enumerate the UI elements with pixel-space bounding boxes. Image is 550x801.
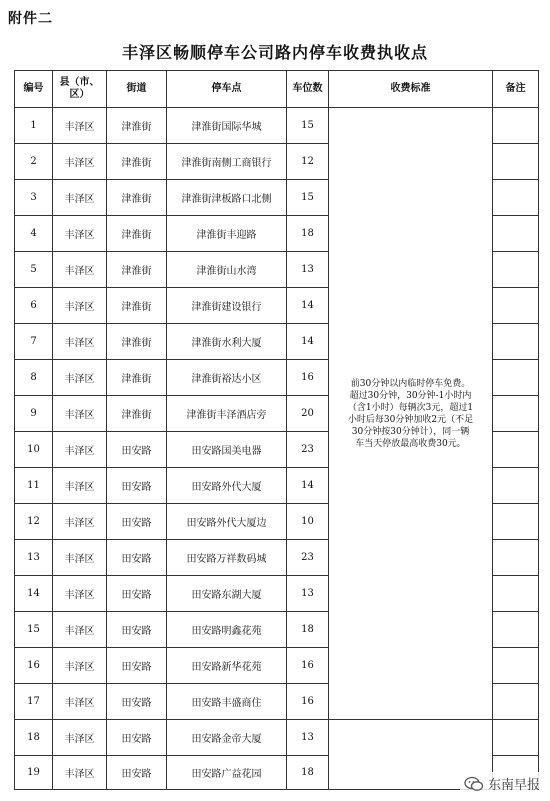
cell-spot: 津淮街裕达小区 [167,360,287,396]
cell-no: 1 [15,108,53,144]
cell-spaces: 10 [287,504,329,540]
cell-street: 田安路 [107,504,167,540]
cell-spot: 津淮街山水湾 [167,252,287,288]
cell-no: 19 [15,756,53,790]
cell-county: 丰泽区 [53,648,107,684]
cell-county: 丰泽区 [53,612,107,648]
cell-spaces: 16 [287,648,329,684]
fee-standard-line: 超过30分钟，30分钟-1小时内 [349,390,472,401]
cell-spaces: 23 [287,540,329,576]
cell-remarks [493,180,539,216]
cell-remarks [493,324,539,360]
cell-county: 丰泽区 [53,252,107,288]
cell-no: 12 [15,504,53,540]
cell-spaces: 14 [287,468,329,504]
cell-spot: 津淮街水利大厦 [167,324,287,360]
cell-street: 田安路 [107,612,167,648]
header-county: 县（市、区） [53,71,107,108]
cell-remarks [493,612,539,648]
cell-spaces: 18 [287,612,329,648]
fee-standard-line: （含1小时）每辆次3元，超过1 [347,402,474,413]
cell-county: 丰泽区 [53,720,107,756]
cell-county: 丰泽区 [53,144,107,180]
cell-spaces: 14 [287,324,329,360]
cell-spaces: 16 [287,684,329,720]
cell-spot: 津淮街建设银行 [167,288,287,324]
table-header-row [15,71,539,108]
cell-spot: 田安路丰盛商住 [167,684,287,720]
cell-spaces: 15 [287,180,329,216]
cell-no: 4 [15,216,53,252]
cell-remarks [493,396,539,432]
wechat-icon [464,776,484,792]
cell-no: 8 [15,360,53,396]
header-standard: 收费标准 [329,71,493,108]
cell-remarks [493,720,539,756]
cell-no: 9 [15,396,53,432]
cell-remarks [493,216,539,252]
cell-spaces: 18 [287,756,329,790]
cell-no: 6 [15,288,53,324]
cell-county: 丰泽区 [53,396,107,432]
cell-county: 丰泽区 [53,684,107,720]
cell-street: 田安路 [107,720,167,756]
cell-street: 津淮街 [107,360,167,396]
cell-spaces: 16 [287,360,329,396]
cell-street: 田安路 [107,468,167,504]
cell-spot: 津淮街南侧工商银行 [167,144,287,180]
table-row [15,108,539,144]
watermark [460,772,544,795]
cell-spaces: 18 [287,216,329,252]
cell-spot: 田安路东湖大厦 [167,576,287,612]
cell-no: 11 [15,468,53,504]
cell-spot: 津淮街津板路口北侧 [167,180,287,216]
cell-no: 5 [15,252,53,288]
cell-remarks [493,576,539,612]
header-spaces: 车位数 [287,71,329,108]
cell-county: 丰泽区 [53,108,107,144]
cell-spot: 津淮街丰迎路 [167,216,287,252]
cell-street: 田安路 [107,684,167,720]
cell-county: 丰泽区 [53,324,107,360]
cell-spot: 田安路广益花园 [167,756,287,790]
cell-street: 田安路 [107,576,167,612]
cell-remarks [493,252,539,288]
cell-street: 田安路 [107,540,167,576]
cell-street: 田安路 [107,432,167,468]
cell-no: 18 [15,720,53,756]
cell-spaces: 23 [287,432,329,468]
cell-spot: 津淮街丰泽酒店旁 [167,396,287,432]
cell-remarks [493,468,539,504]
cell-county: 丰泽区 [53,360,107,396]
page-title: 丰泽区畅顺停车公司路内停车收费执收点 [121,43,428,62]
cell-no: 13 [15,540,53,576]
cell-spaces: 14 [287,288,329,324]
cell-remarks [493,504,539,540]
fee-standard-line: 30分钟按30分钟计），同一辆 [351,426,470,437]
cell-no: 3 [15,180,53,216]
cell-county: 丰泽区 [53,540,107,576]
cell-county: 丰泽区 [53,432,107,468]
cell-remarks [493,684,539,720]
cell-spaces: 12 [287,144,329,180]
cell-remarks [493,648,539,684]
cell-spot: 津淮街国际华城 [167,108,287,144]
cell-no: 10 [15,432,53,468]
cell-no: 16 [15,648,53,684]
cell-no: 14 [15,576,53,612]
cell-fee-standard [329,108,493,720]
cell-no: 17 [15,684,53,720]
cell-county: 丰泽区 [53,576,107,612]
cell-street: 津淮街 [107,288,167,324]
cell-spot: 田安路国美电器 [167,432,287,468]
cell-no: 2 [15,144,53,180]
header-remarks: 备注 [493,71,539,108]
cell-spot: 田安路万祥数码城 [167,540,287,576]
header-street: 街道 [107,71,167,108]
cell-street: 津淮街 [107,216,167,252]
cell-street: 津淮街 [107,180,167,216]
cell-remarks [493,540,539,576]
cell-no: 7 [15,324,53,360]
cell-spaces: 15 [287,108,329,144]
cell-county: 丰泽区 [53,180,107,216]
cell-street: 津淮街 [107,252,167,288]
cell-street: 田安路 [107,648,167,684]
cell-spaces: 13 [287,576,329,612]
cell-street: 津淮街 [107,108,167,144]
cell-street: 津淮街 [107,396,167,432]
table-row [15,720,539,756]
cell-spot: 田安路金帝大厦 [167,720,287,756]
parking-fee-table [14,70,539,790]
header-spot: 停车点 [167,71,287,108]
cell-street: 田安路 [107,756,167,790]
cell-remarks [493,108,539,144]
cell-spaces: 20 [287,396,329,432]
cell-county: 丰泽区 [53,468,107,504]
cell-county: 丰泽区 [53,288,107,324]
cell-county: 丰泽区 [53,756,107,790]
cell-spot: 田安路外代大厦边 [167,504,287,540]
cell-spot: 田安路新华花苑 [167,648,287,684]
cell-no: 15 [15,612,53,648]
cell-county: 丰泽区 [53,504,107,540]
cell-spaces: 13 [287,252,329,288]
cell-spaces: 13 [287,720,329,756]
cell-street: 津淮街 [107,324,167,360]
cell-remarks [493,360,539,396]
cell-street: 津淮街 [107,144,167,180]
fee-standard-line: 前30分钟以内临时停车免费。 [350,378,471,389]
cell-spot: 田安路明鑫花苑 [167,612,287,648]
attachment-label: 附件二 [8,11,53,27]
cell-remarks [493,288,539,324]
watermark-text: 东南早报 [487,778,540,793]
cell-remarks [493,144,539,180]
fee-standard-line: 小时后每30分钟加收2元（不足 [347,414,474,425]
cell-spot: 田安路外代大厦 [167,468,287,504]
cell-county: 丰泽区 [53,216,107,252]
cell-remarks [493,432,539,468]
fee-standard-line: 车当天停放最高收费30元。 [355,438,466,449]
header-no: 编号 [15,71,53,108]
